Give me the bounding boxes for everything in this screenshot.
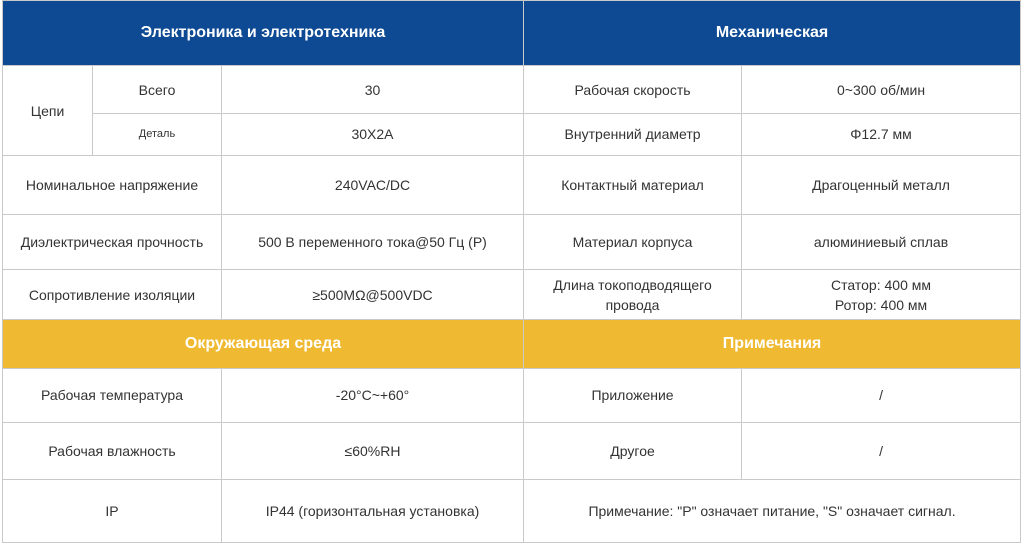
lead-rotor-value: Ротор: 400 мм [834, 296, 928, 313]
lead-stator-value: Статор: 400 мм [831, 276, 931, 293]
header-row-1 [3, 1, 1021, 66]
section-header-electronics: Электроника и электротехника [3, 1, 524, 66]
table-row [3, 113, 1021, 155]
speed-value: 0~300 об/мин [742, 66, 1021, 113]
dielectric-label: Диэлектрическая прочность [3, 214, 222, 269]
section-header-mechanical: Механическая [524, 1, 1021, 66]
ip-value: IP44 (горизонтальная установка) [222, 480, 524, 543]
voltage-value: 240VAC/DC [222, 156, 524, 214]
temperature-label: Рабочая температура [3, 368, 222, 422]
ip-label: IP [3, 480, 222, 543]
other-value: / [742, 423, 1021, 480]
inner-diameter-label: Внутренний диаметр [524, 113, 742, 155]
dielectric-value: 500 В переменного тока@50 Гц (P) [222, 214, 524, 269]
speed-label: Рабочая скорость [524, 66, 742, 113]
voltage-label: Номинальное напряжение [3, 156, 222, 214]
other-label: Другое [524, 423, 742, 480]
humidity-label: Рабочая влажность [3, 423, 222, 480]
inner-diameter-value: Φ12.7 мм [742, 113, 1021, 155]
table-row [3, 423, 1021, 480]
lead-length-label: Длина токоподводящего провода [524, 269, 742, 319]
spec-table [2, 0, 1021, 543]
detail-label: Деталь [93, 113, 222, 155]
remark-note: Примечание: "P" означает питание, "S" означает сигнал. [524, 480, 1021, 543]
table-row [3, 214, 1021, 269]
application-label: Приложение [524, 368, 742, 422]
header-row-2 [3, 320, 1021, 368]
insulation-label: Сопротивление изоляции [3, 269, 222, 319]
humidity-value: ≤60%RH [222, 423, 524, 480]
total-label: Всего [93, 66, 222, 113]
temperature-value: -20°C~+60° [222, 368, 524, 422]
housing-label: Материал корпуса [524, 214, 742, 269]
table-row [3, 66, 1021, 113]
table-row [3, 480, 1021, 543]
contact-value: Драгоценный металл [742, 156, 1021, 214]
lead-length-value [742, 269, 1021, 319]
total-value: 30 [222, 66, 524, 113]
table-row [3, 368, 1021, 422]
insulation-value: ≥500MΩ@500VDC [222, 269, 524, 319]
table-row [3, 156, 1021, 214]
housing-value: алюминиевый сплав [742, 214, 1021, 269]
application-value: / [742, 368, 1021, 422]
table-row [3, 269, 1021, 319]
contact-label: Контактный материал [524, 156, 742, 214]
detail-value: 30X2A [222, 113, 524, 155]
circuits-label: Цепи [3, 66, 93, 156]
section-header-notes: Примечания [524, 320, 1021, 368]
section-header-environment: Окружающая среда [3, 320, 524, 368]
